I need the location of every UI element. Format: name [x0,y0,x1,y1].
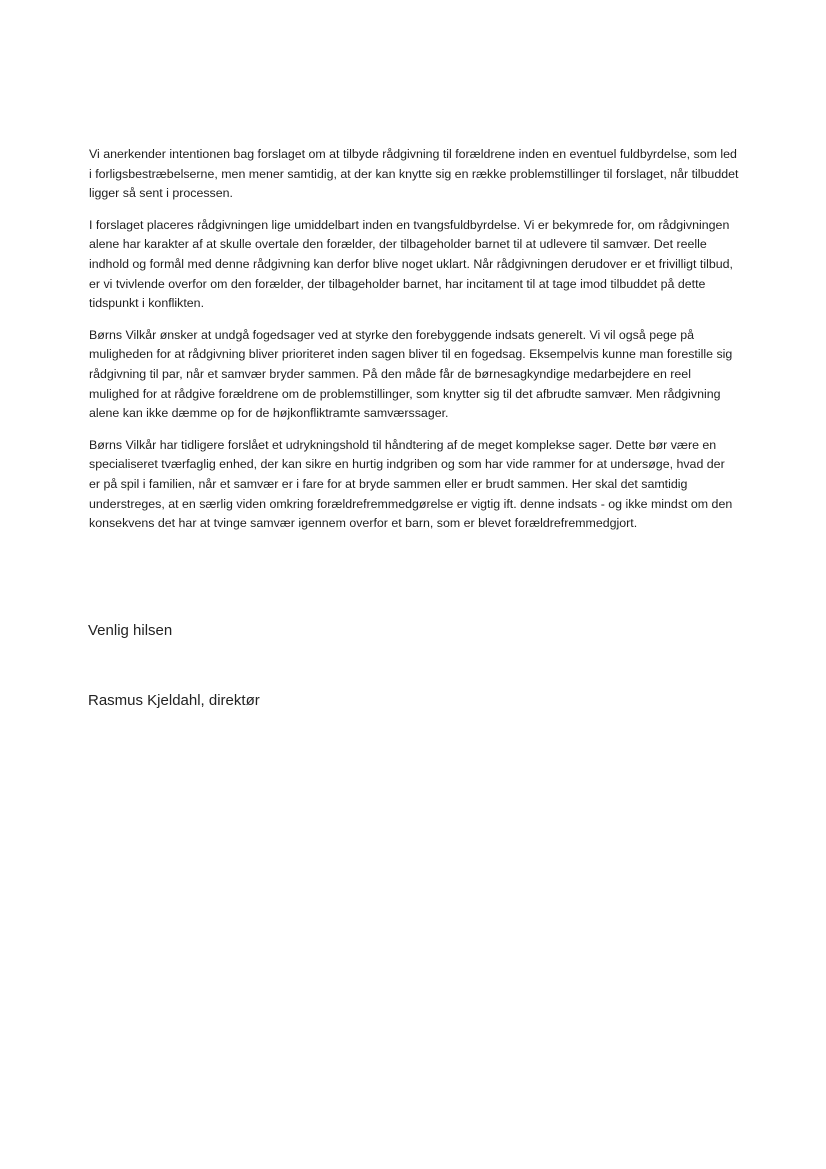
closing-salutation: Venlig hilsen [88,622,173,639]
paragraph-2: I forslaget placeres rådgivningen lige umiddelbart inden en tvangsfuldbyrdelse. Vi er bekymrede for, om rådgivningen alene har karakter af at skulle overtale den forælder, der tilbageholder barnet til at udlevere til samvær. Det reelle indhold og formål med denne rådgivning kan derfor blive noget uklart. Når rådgivningen derudover er et frivilligt tilbud, er vi tvivlende overfor om den forælder, der tilbageholder barnet, har incitament til at tage imod tilbuddet på dette tidspunkt i konflikten. [89,217,733,311]
paragraph-4: Børns Vilkår har tidligere forslået et udrykningshold til håndtering af de meget komplekse sager. Dette bør være en specialiseret tværfaglig enhed, der kan sikre en hurtig indgriben og som har vide rammer for at undersøge, hvad der er på spil i familien, når et samvær er i fare for at bryde sammen eller er brudt sammen. Her skal det samtidig understreges, at en særlig viden omkring forældrefremmedgørelse er vigtig ift. denne indsats - og ikke mindst om den konsekvens det har at tvinge samvær igennem overfor et barn, som er blevet forældrefremmedgjort. [89,437,733,531]
letter-body [89,145,739,546]
paragraph-1: Vi anerkender intentionen bag forslaget om at tilbyde rådgivning til forældrene inden en eventuel fuldbyrdelse, som led i forligsbestræbelserne, men mener samtidig, at der kan knytte sig en række problemstillinger til forslaget, når tilbuddet ligger så sent i processen. [89,147,739,201]
paragraph-3: Børns Vilkår ønsker at undgå fogedsager ved at styrke den forebyggende indsats generelt. Vi vil også pege på muligheden for at rådgivning bliver prioriteret inden sagen bliver til en fogedsag. Eksempelvis kunne man forestille sig rådgivning til par, når et samvær bryder sammen. På den måde får de børnesagkyndige medarbejdere en reel mulighed for at rådgive forældrene om de problemstillinger, som knytter sig til det afbrudte samvær. Men rådgivning alene kan ikke dæmme op for de højkonfliktramte samværssager. [89,327,733,421]
signature-name: Rasmus Kjeldahl, direktør [88,692,260,709]
